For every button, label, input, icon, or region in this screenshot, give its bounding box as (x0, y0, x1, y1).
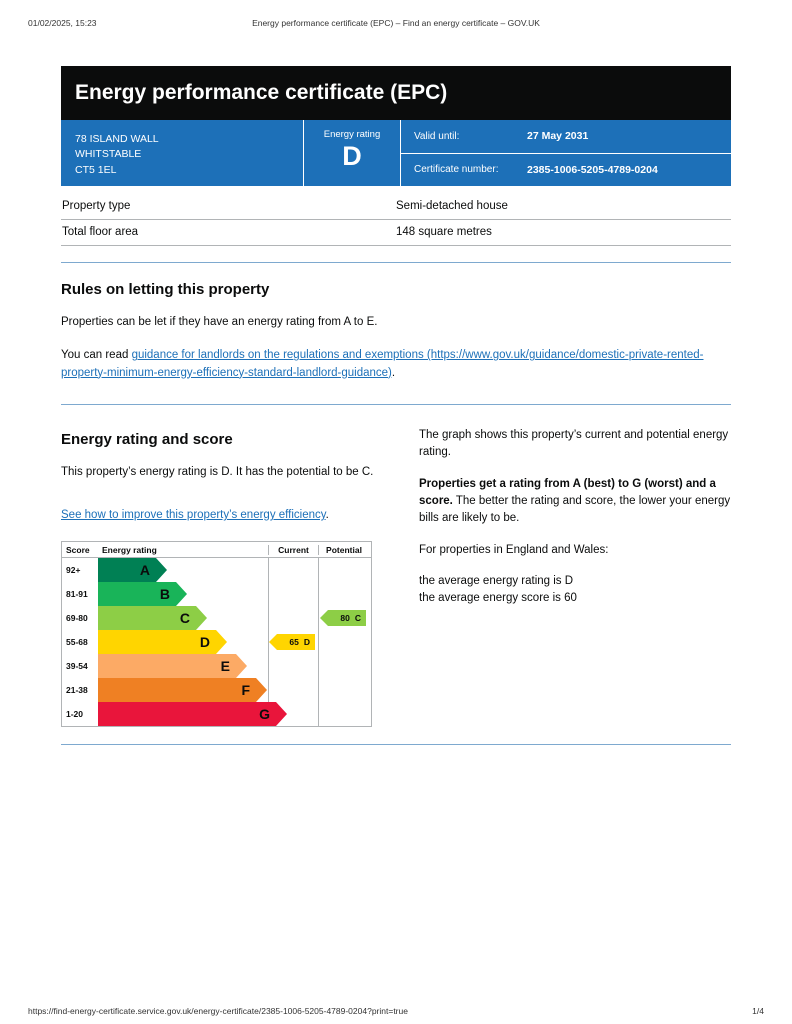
graph-band-row (62, 630, 371, 654)
certificate-meta (401, 120, 731, 186)
energy-rating-letter: D (342, 141, 362, 172)
band-bar-f (98, 678, 256, 702)
energy-rating-heading: Energy rating and score (61, 430, 233, 448)
band-letter: A (139, 562, 150, 579)
band-bar-e (98, 654, 236, 678)
property-type-value: Semi-detached house (396, 200, 508, 213)
current-cell (269, 630, 319, 654)
band-score-range: 21-38 (66, 685, 88, 696)
landlord-guidance-link[interactable]: guidance for landlords on the regulations and exemptions (https://www.gov.uk/guidance/domestic-private-rented-property-minimum-energy-efficiency-standard-landlord-guidance) (61, 349, 704, 379)
address-line-1: 78 ISLAND WALL (75, 133, 159, 146)
energy-rating-left-column (61, 413, 419, 728)
current-cell (269, 558, 319, 582)
band-bar-zone (98, 678, 269, 702)
total-floor-area-value: 148 square metres (396, 226, 492, 239)
band-score-range: 92+ (66, 565, 81, 576)
improve-efficiency-link[interactable]: See how to improve this property’s energy efficiency (61, 509, 326, 522)
band-bar-a (98, 558, 156, 582)
graph-header-row (62, 542, 371, 558)
energy-rating-label: Energy rating (323, 129, 381, 141)
print-timestamp: 01/02/2025, 15:23 (28, 18, 97, 28)
band-score-range: 81-91 (66, 589, 88, 600)
valid-until-label: Valid until: (414, 130, 460, 142)
certificate-number-row (401, 154, 731, 187)
band-bar-c (98, 606, 196, 630)
graph-band-row (62, 606, 371, 630)
print-page-title: Energy performance certificate (EPC) – Find an energy certificate – GOV.UK (252, 18, 540, 28)
band-score-range: 39-54 (66, 661, 88, 672)
graph-band-row (62, 582, 371, 606)
band-letter: G (259, 706, 270, 723)
rating-explanation (419, 476, 731, 526)
band-score-range: 55-68 (66, 637, 88, 648)
band-bar-zone (98, 654, 269, 678)
band-bar-zone (98, 606, 269, 630)
graph-band-row (62, 678, 371, 702)
guidance-suffix: . (391, 366, 396, 379)
graph-description: The graph shows this property’s current and potential energy rating. (419, 428, 729, 458)
energy-rating-paragraph: This property’s energy rating is D. It has the potential to be C. (61, 465, 374, 478)
energy-rating-badge (304, 120, 401, 186)
graph-band-row (62, 654, 371, 678)
band-bar-zone (98, 702, 269, 726)
graph-col-current: Current (269, 545, 319, 555)
print-page-number: 1/4 (752, 1006, 764, 1016)
average-score: the average energy score is 60 (419, 591, 577, 604)
improve-efficiency-paragraph (61, 507, 419, 524)
energy-rating-graph (61, 541, 372, 727)
property-type-label: Property type (62, 200, 131, 213)
current-cell (269, 654, 319, 678)
potential-cell (319, 630, 369, 654)
potential-rating-marker (328, 610, 366, 626)
graph-band-row (62, 702, 371, 726)
current-cell (269, 582, 319, 606)
band-letter: B (159, 586, 170, 603)
potential-score: 80 (340, 613, 350, 624)
certificate-summary-banner (61, 120, 731, 186)
current-cell (269, 702, 319, 726)
current-score: 65 (289, 637, 299, 648)
band-letter: E (220, 658, 230, 675)
band-score-range: 69-80 (66, 613, 88, 624)
average-rating: the average energy rating is D (419, 574, 574, 587)
certificate-number-value: 2385-1006-5205-4789-0204 (527, 163, 658, 176)
potential-cell (319, 558, 369, 582)
valid-until-row (401, 120, 731, 154)
graph-col-energy-rating: Energy rating (98, 545, 269, 555)
band-bar-g (98, 702, 276, 726)
energy-rating-right-column (419, 413, 731, 728)
rating-explanation-bold: Properties get a rating from A (best) to G (worst) and a score. (419, 478, 716, 507)
band-letter: C (179, 610, 190, 627)
current-cell (269, 678, 319, 702)
epc-document (61, 66, 731, 745)
potential-cell (319, 582, 369, 606)
page-title: Energy performance certificate (EPC) (61, 66, 731, 120)
potential-cell (319, 606, 369, 630)
energy-rating-section (61, 413, 731, 728)
improve-link-suffix: . (325, 509, 329, 522)
table-row (61, 220, 731, 246)
graph-col-potential: Potential (326, 544, 362, 555)
total-floor-area-label: Total floor area (62, 226, 139, 239)
address-line-2: WHITSTABLE (75, 148, 142, 161)
print-source-url: https://find-energy-certificate.service.gov.uk/energy-certificate/2385-1006-5205-4789-0204?print=true (28, 1006, 408, 1016)
property-details-table (61, 194, 731, 246)
address-line-3: CT5 1EL (75, 163, 117, 176)
potential-cell (319, 678, 369, 702)
divider (61, 262, 731, 263)
potential-cell (319, 702, 369, 726)
band-bar-zone (98, 558, 269, 582)
current-letter: D (303, 637, 310, 648)
divider (61, 404, 731, 405)
certificate-number-label: Certificate number: (414, 164, 499, 176)
current-cell (269, 606, 319, 630)
property-address (61, 120, 304, 186)
landlord-guidance-paragraph (61, 347, 731, 382)
letting-rules-paragraph: Properties can be let if they have an energy rating from A to E. (61, 316, 378, 329)
region-label: For properties in England and Wales: (419, 544, 609, 557)
band-letter: F (241, 682, 250, 699)
letting-rules-heading: Rules on letting this property (61, 281, 270, 299)
graph-band-row (62, 558, 371, 582)
graph-bands (62, 558, 371, 726)
potential-letter: C (354, 613, 361, 624)
potential-cell (319, 654, 369, 678)
current-rating-marker (277, 634, 315, 650)
band-bar-zone (98, 582, 269, 606)
band-letter: D (199, 634, 210, 651)
guidance-prefix: You can read (61, 349, 132, 362)
band-score-range: 1-20 (66, 709, 84, 720)
band-bar-d (98, 630, 216, 654)
band-bar-b (98, 582, 176, 606)
table-row (61, 194, 731, 220)
band-bar-zone (98, 630, 269, 654)
rating-explanation-rest: The better the rating and score, the lower your energy bills are likely to be. (419, 494, 731, 524)
graph-col-score: Score (66, 544, 90, 555)
valid-until-value: 27 May 2031 (527, 130, 589, 143)
divider (61, 744, 731, 745)
